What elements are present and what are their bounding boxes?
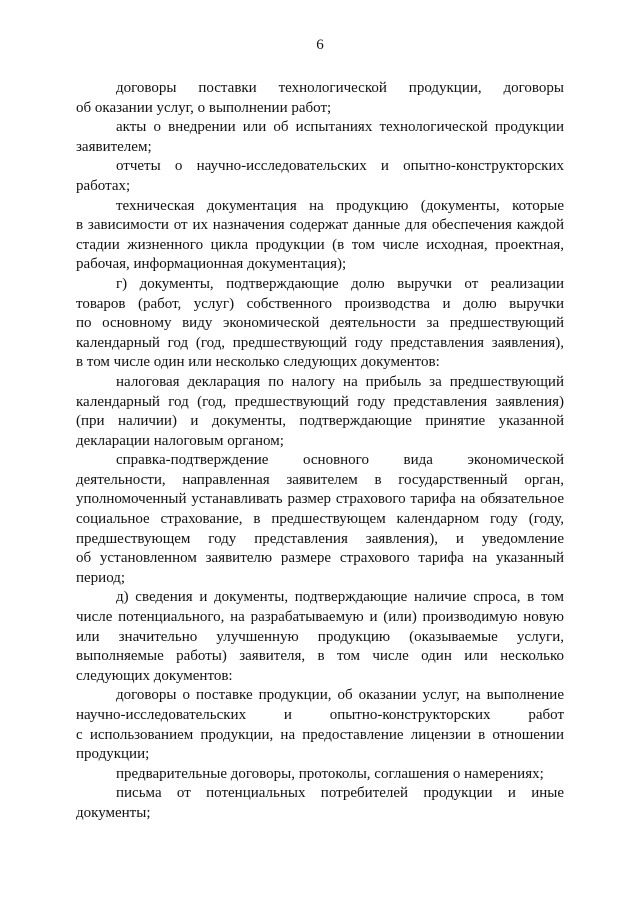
paragraph — [76, 79, 564, 118]
text-line: числе потенциального, на разрабатываемую и (или) производимую новую — [76, 609, 564, 626]
text-line: выполняемые работы) заявителя, в том числе один или несколько — [76, 648, 564, 665]
text-line: акты о внедрении или об испытаниях технологической продукции — [116, 119, 564, 136]
text-line: рабочая, информационная документация); — [76, 256, 347, 273]
paragraph — [76, 686, 564, 764]
text-line: в том числе один или несколько следующих документов: — [76, 354, 440, 371]
text-line: об установленном заявителю размере страхового тарифа на указанный — [76, 550, 564, 567]
paragraph — [76, 157, 564, 196]
paragraph — [76, 197, 564, 275]
text-line: социальное страхование, в предшествующем календарном году (году, — [76, 511, 564, 528]
text-line: заявителем; — [76, 138, 152, 155]
text-line: договоры о поставке продукции, об оказании услуг, на выполнение — [116, 687, 564, 704]
text-line: декларации налоговым органом; — [76, 432, 284, 449]
document-body — [76, 79, 564, 824]
paragraph — [76, 373, 564, 451]
paragraph — [76, 765, 564, 785]
text-line: предшествующем году представления заявления), и уведомление — [76, 530, 564, 547]
text-line: деятельности, направленная заявителем в государственный орган, — [76, 471, 564, 488]
text-line: продукции; — [76, 746, 150, 763]
text-line: налоговая декларация по налогу на прибыль за предшествующий — [116, 373, 564, 390]
text-line: в зависимости от их назначения содержат данные для обеспечения каждой — [76, 217, 564, 234]
paragraph — [76, 784, 564, 823]
paragraph — [76, 275, 564, 373]
paragraph — [76, 588, 564, 686]
page-number: 6 — [316, 37, 324, 53]
text-line: д) сведения и документы, подтверждающие наличие спроса, в том — [116, 589, 564, 606]
text-line: предварительные договоры, протоколы, соглашения о намерениях; — [116, 765, 544, 782]
text-line: документы; — [76, 804, 151, 821]
text-line: с использованием продукции, на предоставление лицензии в отношении — [76, 726, 564, 743]
text-line: следующих документов: — [76, 667, 233, 684]
text-line: техническая документация на продукцию (документы, которые — [116, 197, 564, 214]
text-line: работах; — [76, 177, 131, 194]
paragraph — [76, 118, 564, 157]
text-line: или значительно улучшенную продукцию (оказываемые услуги, — [76, 628, 564, 645]
paragraph — [76, 451, 564, 588]
text-line: товаров (работ, услуг) собственного производства и долю выручки — [76, 295, 564, 312]
text-line: отчеты о научно-исследовательских и опытно-конструкторских — [116, 158, 564, 175]
text-line: об оказании услуг, о выполнении работ; — [76, 99, 332, 116]
text-line: научно-исследовательских и опытно-конструкторских работ — [76, 707, 564, 723]
text-line: календарный год (год, предшествующий году представления заявления) — [76, 393, 564, 410]
text-line: г) документы, подтверждающие долю выручки от реализации — [116, 275, 564, 292]
text-line: договоры поставки технологической продукции, договоры — [116, 80, 564, 96]
text-line: календарный год (год, предшествующий году представления заявления), — [76, 334, 564, 351]
text-line: период; — [76, 569, 126, 586]
text-line: по основному виду экономической деятельности за предшествующий — [76, 315, 564, 332]
text-line: уполномоченный устанавливать размер страхового тарифа на обязательное — [76, 491, 564, 508]
text-line: (при наличии) и документы, подтверждающие принятие указанной — [76, 413, 564, 430]
text-line: стадии жизненного цикла продукции (в том числе исходная, проектная, — [76, 236, 564, 253]
text-line: справка-подтверждение основного вида экономической — [116, 452, 564, 469]
text-line: письма от потенциальных потребителей продукции и иные — [116, 785, 564, 802]
